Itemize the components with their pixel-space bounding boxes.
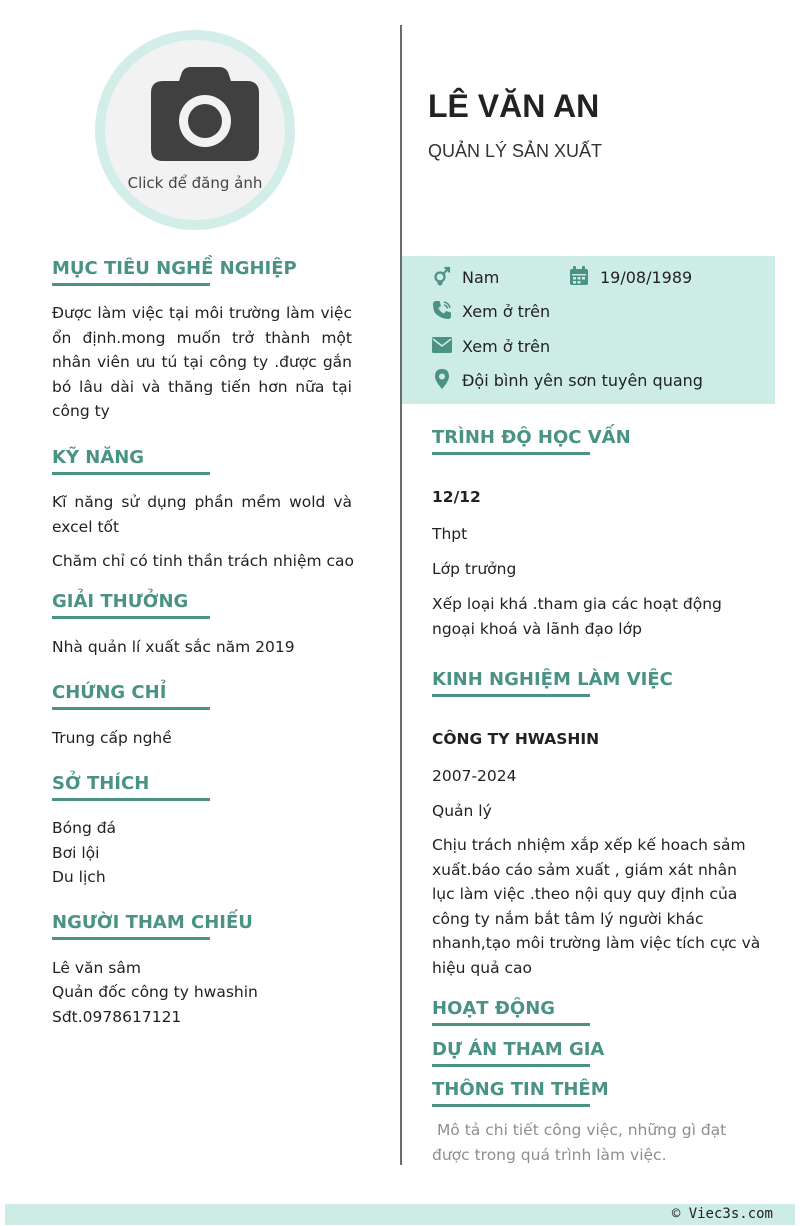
section-underline <box>432 1104 590 1107</box>
section-title-skills[interactable]: KỸ NĂNG <box>52 447 145 468</box>
reference-item[interactable]: Lê văn sâm <box>52 959 141 977</box>
gender-value[interactable]: Nam <box>462 268 500 287</box>
skill-item[interactable]: Chăm chỉ có tinh thần trách nhiệm cao <box>52 552 355 570</box>
career-goal-text[interactable]: Được làm việc tại môi trường làm việc ổn định.mong muốn trở thành một nhân viên ưu tú tại công ty .được gắn bó lâu dài và thăng tiến hơn nữa tại công ty <box>52 304 352 420</box>
education-role[interactable]: Lớp trưởng <box>432 560 517 578</box>
calendar-icon <box>569 266 589 286</box>
section-underline <box>52 283 210 286</box>
avatar-caption: Click để đăng ảnh <box>127 174 263 192</box>
birthday-value[interactable]: 19/08/1989 <box>600 268 693 287</box>
section-underline <box>432 694 590 697</box>
avatar-placeholder <box>105 40 285 220</box>
hobby-item[interactable]: Bóng đá <box>52 819 117 837</box>
section-title-projects[interactable]: DỰ ÁN THAM GIA <box>432 1039 605 1060</box>
column-divider <box>400 25 402 1165</box>
address-value[interactable]: Đội bình yên sơn tuyên quang <box>462 371 703 390</box>
section-title-certificates[interactable]: CHỨNG CHỈ <box>52 682 167 703</box>
section-underline <box>52 472 210 475</box>
experience-period[interactable]: 2007-2024 <box>432 767 517 785</box>
certificate-item[interactable]: Trung cấp nghề <box>52 729 172 747</box>
footer-bar <box>5 1204 795 1225</box>
section-underline <box>52 937 210 940</box>
section-title-references[interactable]: NGƯỜI THAM CHIẾU <box>52 912 253 933</box>
section-title-education[interactable]: TRÌNH ĐỘ HỌC VẤN <box>432 427 631 448</box>
email-icon <box>432 335 452 355</box>
section-title-awards[interactable]: GIẢI THƯỞNG <box>52 591 189 612</box>
hobby-item[interactable]: Du lịch <box>52 868 106 886</box>
section-underline <box>432 452 590 455</box>
more-info-placeholder[interactable]: Mô tả chi tiết công việc, những gì đạt được trong quá trình làm việc. <box>432 1121 732 1164</box>
experience-description[interactable]: Chịu trách nhiệm xắp xếp kế hoach sảm xuất.báo cáo sảm xuất , giám xát nhân lục làm việc .theo nội quy quy định của công ty nắm bắt tâm lý người khác nhanh,tạo môi trường làm việc tích cực và hiệu quả cao <box>432 836 761 977</box>
section-title-experience[interactable]: KINH NGHIỆM LÀM VIỆC <box>432 669 673 690</box>
phone-value[interactable]: Xem ở trên <box>462 302 551 321</box>
reference-item[interactable]: Sđt.0978617121 <box>52 1008 182 1026</box>
footer-copyright[interactable]: © Viec3s.com <box>671 1206 773 1222</box>
section-title-hobbies[interactable]: SỞ THÍCH <box>52 773 150 794</box>
education-period[interactable]: Thpt <box>432 525 468 543</box>
reference-item[interactable]: Quản đốc công ty hwashin <box>52 983 258 1001</box>
candidate-position[interactable]: QUẢN LÝ SẢN XUẤT <box>428 141 603 161</box>
section-underline <box>432 1064 590 1067</box>
section-title-activities[interactable]: HOẠT ĐỘNG <box>432 998 556 1019</box>
skill-item[interactable]: Kĩ năng sử dụng phần mềm wold và excel tốt <box>52 493 352 536</box>
section-underline <box>52 798 210 801</box>
camera-icon <box>151 67 259 161</box>
section-title-more-info[interactable]: THÔNG TIN THÊM <box>432 1079 609 1100</box>
email-value[interactable]: Xem ở trên <box>462 337 551 356</box>
award-item[interactable]: Nhà quản lí xuất sắc năm 2019 <box>52 638 295 656</box>
section-underline <box>432 1023 590 1026</box>
hobby-item[interactable]: Bơi lội <box>52 844 100 862</box>
location-pin-icon <box>432 369 452 389</box>
experience-role[interactable]: Quản lý <box>432 802 492 820</box>
section-underline <box>52 616 210 619</box>
gender-icon <box>432 266 452 286</box>
section-title-career-goal[interactable]: MỤC TIÊU NGHỀ NGHIỆP <box>52 258 297 279</box>
candidate-name[interactable]: LÊ VĂN AN <box>428 88 600 124</box>
phone-icon <box>432 300 452 320</box>
education-school[interactable]: 12/12 <box>432 488 481 506</box>
experience-company[interactable]: CÔNG TY HWASHIN <box>432 730 600 748</box>
section-underline <box>52 707 210 710</box>
avatar-upload[interactable] <box>95 30 295 230</box>
education-description[interactable]: Xếp loại khá .tham gia các hoạt động ngoại khoá và lãnh đạo lớp <box>432 595 722 638</box>
